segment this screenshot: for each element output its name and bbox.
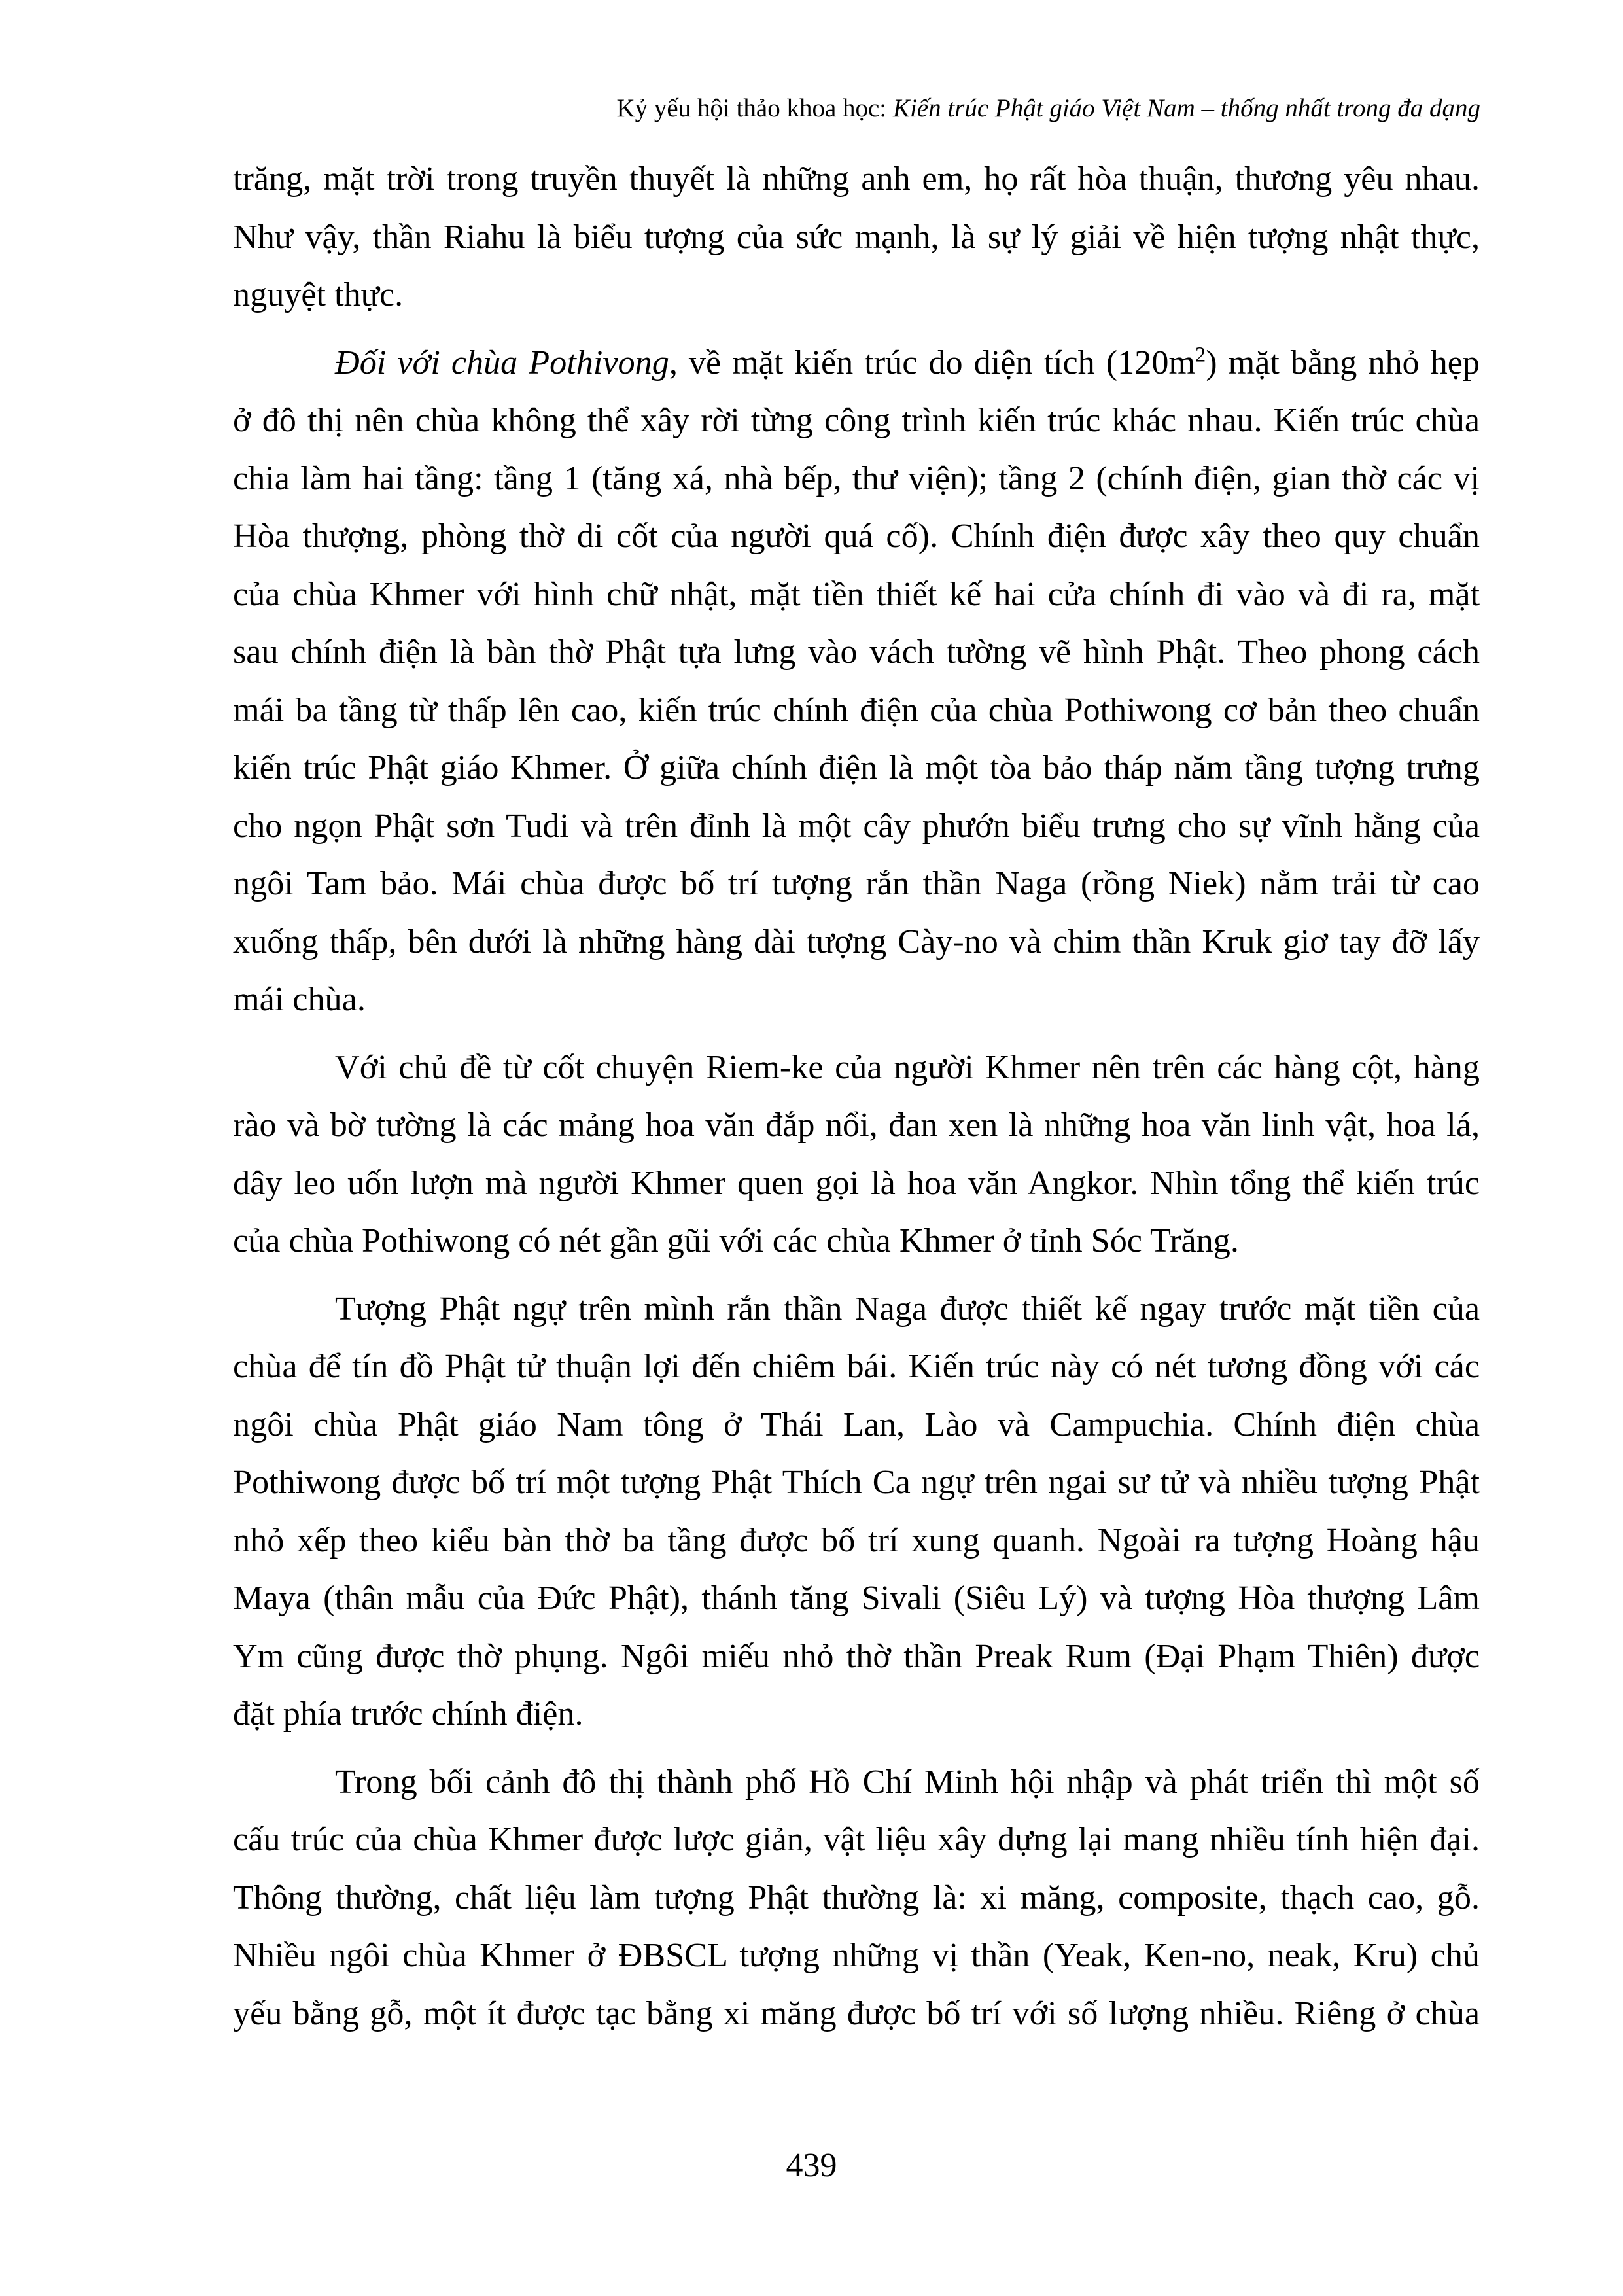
- text-line: Hòa thượng, phòng thờ di cốt của người quá cố). Chính điện được xây theo quy chuẩn: [233, 517, 1480, 555]
- text-line: Pothiwong được bố trí một tượng Phật Thích Ca ngự trên ngai sư tử và nhiều tượng Phật: [233, 1463, 1480, 1501]
- text-line: ở đô thị nên chùa không thể xây rời từng công trình kiến trúc khác nhau. Kiến trúc chùa: [233, 401, 1480, 439]
- paragraph-3: [233, 1038, 1480, 1270]
- text-line: của chùa Pothiwong có nét gần gũi với các chùa Khmer ở tỉnh Sóc Trăng.: [233, 1222, 1239, 1260]
- text-line: Nhiều ngôi chùa Khmer ở ĐBSCL tượng những vị thần (Yeak, Ken-no, neak, Kru) chủ: [233, 1936, 1480, 1974]
- text-line: trăng, mặt trời trong truyền thuyết là những anh em, họ rất hòa thuận, thương yêu nhau.: [233, 160, 1480, 198]
- paragraph-5: [233, 1753, 1480, 2043]
- superscript: 2: [1195, 342, 1206, 366]
- text-line: đặt phía trước chính điện.: [233, 1695, 584, 1733]
- text-line: Như vậy, thần Riahu là biểu tượng của sức mạnh, là sự lý giải về hiện tượng nhật thực,: [233, 217, 1480, 256]
- body-text: [233, 150, 1480, 2042]
- text-line: sau chính điện là bàn thờ Phật tựa lưng vào vách tường vẽ hình Phật. Theo phong cách: [233, 633, 1480, 671]
- text-line: yếu bằng gỗ, một ít được tạc bằng xi măng được bố trí với số lượng nhiều. Riêng ở chùa: [233, 1994, 1480, 2032]
- header-title: Kiến trúc Phật giáo Việt Nam – thống nhất trong đa dạng: [892, 94, 1480, 122]
- text-line: chia làm hai tầng: tầng 1 (tăng xá, nhà bếp, thư viện); tầng 2 (chính điện, gian thờ các vị: [233, 459, 1480, 497]
- page-number: 439: [786, 2147, 837, 2184]
- text-line: cấu trúc của chùa Khmer được lược giản, vật liệu xây dựng lại mang nhiều tính hiện đại.: [233, 1820, 1480, 1858]
- text-line: ngôi chùa Phật giáo Nam tông ở Thái Lan, Lào và Campuchia. Chính điện chùa: [233, 1405, 1480, 1443]
- text-line: của chùa Khmer với hình chữ nhật, mặt tiền thiết kế hai cửa chính đi vào và đi ra, mặt: [233, 574, 1480, 613]
- text-line: xuống thấp, bên dưới là những hàng dài tượng Cày-no và chim thần Kruk giơ tay đỡ lấy: [233, 922, 1480, 961]
- paragraph-1: [233, 150, 1480, 324]
- text-line: Ym cũng được thờ phụng. Ngôi miếu nhỏ thờ thần Preak Rum (Đại Phạm Thiên) được: [233, 1636, 1480, 1675]
- text-line: [233, 334, 1480, 392]
- text-line: chùa để tín đồ Phật tử thuận lợi đến chiêm bái. Kiến trúc này có nét tương đồng với các: [233, 1347, 1480, 1385]
- text-line: nhỏ xếp theo kiểu bàn thờ ba tầng được bố trí xung quanh. Ngoài ra tượng Hoàng hậu: [233, 1521, 1480, 1559]
- text-line: ngôi Tam bảo. Mái chùa được bố trí tượng rắn thần Naga (rồng Niek) nằm trải từ cao: [233, 864, 1480, 902]
- text-run: , về mặt kiến trúc do diện tích (120m: [669, 343, 1196, 381]
- text-line: Maya (thân mẫu của Đức Phật), thánh tăng Sivali (Siêu Lý) và tượng Hòa thượng Lâm: [233, 1579, 1480, 1617]
- italic-phrase: Đối với chùa Pothivong: [335, 343, 669, 381]
- text-line: Với chủ đề từ cốt chuyện Riem-ke của người Khmer nên trên các hàng cột, hàng: [335, 1048, 1480, 1086]
- text-line: rào và bờ tường là các mảng hoa văn đắp nổi, đan xen là những hoa văn linh vật, hoa lá,: [233, 1106, 1480, 1144]
- text-line: kiến trúc Phật giáo Khmer. Ở giữa chính điện là một tòa bảo tháp năm tầng tượng trưng: [233, 749, 1480, 786]
- text-line: Thông thường, chất liệu làm tượng Phật thường là: xi măng, composite, thạch cao, gỗ.: [233, 1878, 1480, 1916]
- text-line: cho ngọn Phật sơn Tudi và trên đỉnh là một cây phướn biểu trưng cho sự vĩnh hằng của: [233, 806, 1480, 845]
- text-line: dây leo uốn lượn mà người Khmer quen gọi là hoa văn Angkor. Nhìn tổng thể kiến trúc: [233, 1163, 1480, 1202]
- text-run: ) mặt bằng nhỏ hẹp: [1206, 343, 1480, 381]
- text-line: Tượng Phật ngự trên mình rắn thần Naga được thiết kế ngay trước mặt tiền của: [335, 1289, 1480, 1328]
- paragraph-4: [233, 1280, 1480, 1743]
- text-line: Trong bối cảnh đô thị thành phố Hồ Chí Minh hội nhập và phát triển thì một số: [335, 1762, 1480, 1801]
- header-prefix: Kỷ yếu hội thảo khoa học:: [616, 94, 893, 122]
- text-line: nguyệt thực.: [233, 275, 404, 313]
- running-header: [143, 92, 1480, 126]
- text-line: mái chùa.: [233, 980, 366, 1018]
- paragraph-2: [233, 334, 1480, 1029]
- text-line: mái ba tầng từ thấp lên cao, kiến trúc chính điện của chùa Pothiwong cơ bản theo chuẩn: [233, 690, 1480, 729]
